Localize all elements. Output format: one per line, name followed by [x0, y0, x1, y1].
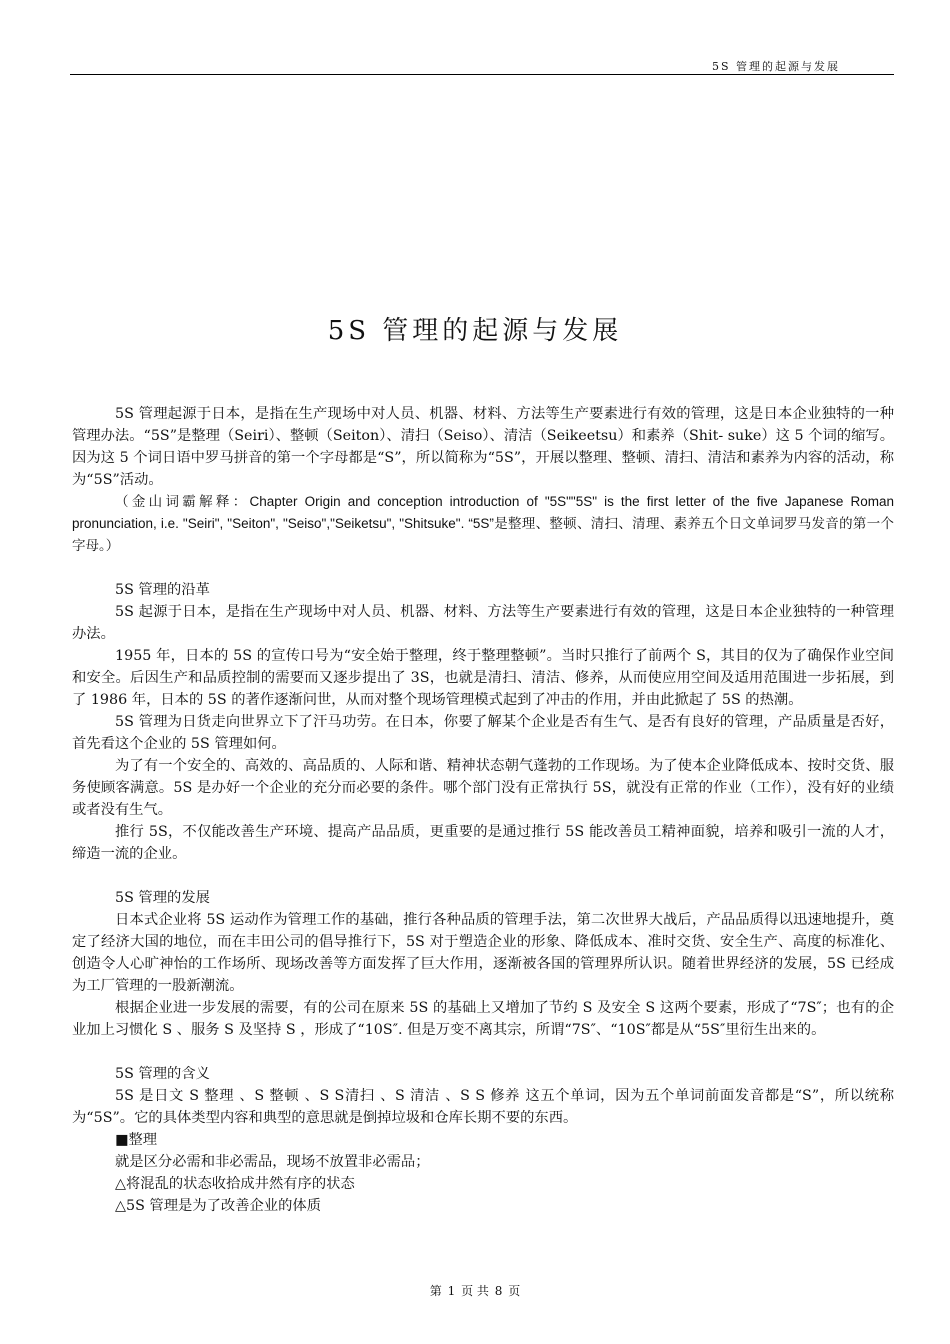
document-title: 5S 管理的起源与发展 — [327, 316, 623, 346]
page-footer — [0, 1282, 950, 1299]
document-body — [72, 403, 894, 1217]
footer-prefix: 第 — [429, 1284, 442, 1298]
header-divider — [70, 74, 894, 75]
history-paragraph: 1955 年，日本的 5S 的宣传口号为“安全始于整理，终于整理整顿”。当时只推行了前两个 S，其目的仅为了确保作业空间和安全。后因生产和品质控制的需要而又逐步提出了 3S，也就是清扫、清洁、修养，从而使应用空间及适用范围进一步拓展，到了 1986 年，日本的 5S 的著作逐渐问世，从而对整个现场管理模式起到了冲击的作用，并由此掀起了 5S 的热潮。 — [72, 648, 894, 708]
item-heading-seiri: ■整理 — [115, 1132, 158, 1148]
item-line: 就是区分必需和非必需品，现场不放置非必需品； — [115, 1154, 430, 1170]
history-paragraph: 5S 管理为日货走向世界立下了汗马功劳。在日本，你要了解某个企业是否有生气、是否有良好的管理，产品质量是否好，首先看这个企业的 5S 管理如何。 — [72, 714, 894, 752]
running-header: 5S 管理的起源与发展 — [711, 60, 840, 73]
dictionary-note: （金山词霸解释：Chapter Origin and conception introduction of "5S""5S" is the first letter of the five Japanese Roman pronunciation, i.e. "Seiri", "Seiton", "Seiso","Seiketsu", "Shitsuke". “5S”是整理、整顿、清扫、清理、素养五个日文单词罗马发音的第一个字母。） — [72, 494, 894, 553]
development-paragraph: 根据企业进一步发展的需要，有的公司在原来 5S 的基础上又增加了节约 S 及安全 S 这两个要素，形成了“7S″；也有的企业加上习惯化 S 、服务 S 及坚持 S ，形成了“10S″. 但是万变不离其宗，所谓“7S″、“10S″都是从“5S″里衍生出来的。 — [72, 1000, 894, 1038]
section-heading-history: 5S 管理的沿革 — [115, 582, 210, 598]
development-paragraph: 日本式企业将 5S 运动作为管理工作的基础，推行各种品质的管理手法，第二次世界大战后，产品品质得以迅速地提升，奠定了经济大国的地位，而在丰田公司的倡导推行下，5S 对于塑造企业的形象、降低成本、准时交货、安全生产、高度的标准化、创造令人心旷神怡的工作场所、现场改善等方面发挥了巨大作用，逐渐被各国的管理界所认识。随着世界经济的发展，5S 已经成为工厂管理的一股新潮流。 — [72, 912, 894, 994]
meaning-paragraph: 5S 是日文 S 整理 、S 整顿 、S S清扫 、S 清洁 、S S 修养 这五个单词，因为五个单词前面发音都是“S”，所以统称为“5S”。它的具体类型内容和典型的意思就是倒掉垃圾和仓库长期不要的东西。 — [72, 1088, 894, 1126]
history-paragraph: 为了有一个安全的、高效的、高品质的、人际和谐、精神状态朝气蓬勃的工作现场。为了使本企业降低成本、按时交货、服务使顾客满意。5S 是办好一个企业的充分而必要的条件。哪个部门没有正常执行 5S，就没有正常的作业（工作），没有好的业绩或者没有生气。 — [72, 758, 894, 818]
footer-page-number: 1 — [447, 1284, 456, 1298]
item-line: △5S 管理是为了改善企业的体质 — [115, 1198, 321, 1214]
history-paragraph: 5S 起源于日本，是指在生产现场中对人员、机器、材料、方法等生产要素进行有效的管理，这是日本企业独特的一种管理办法。 — [72, 604, 894, 642]
item-line: △将混乱的状态收拾成井然有序的状态 — [115, 1176, 355, 1192]
history-paragraph: 推行 5S，不仅能改善生产环境、提高产品品质，更重要的是通过推行 5S 能改善员工精神面貌，培养和吸引一流的人才，缔造一流的企业。 — [72, 824, 894, 862]
footer-suffix: 页 — [508, 1284, 521, 1298]
section-heading-meaning: 5S 管理的含义 — [115, 1066, 210, 1082]
footer-total-pages: 8 — [494, 1284, 503, 1298]
intro-paragraph: 5S 管理起源于日本，是指在生产现场中对人员、机器、材料、方法等生产要素进行有效的管理，这是日本企业独特的一种管理办法。“5S”是整理（Seiri）、整顿（Seiton）、清扫（Seiso）、清洁（Seikeetsu）和素养（Shit- suke）这 5 个词的缩写。因为这 5 个词日语中罗马拼音的第一个字母都是“S”，所以简称为“5S”，开展以整理、整顿、清扫、清洁和素养为内容的活动，称为“5S”活动。 — [72, 406, 894, 488]
footer-mid: 页 共 — [461, 1284, 489, 1298]
section-heading-development: 5S 管理的发展 — [115, 890, 210, 906]
